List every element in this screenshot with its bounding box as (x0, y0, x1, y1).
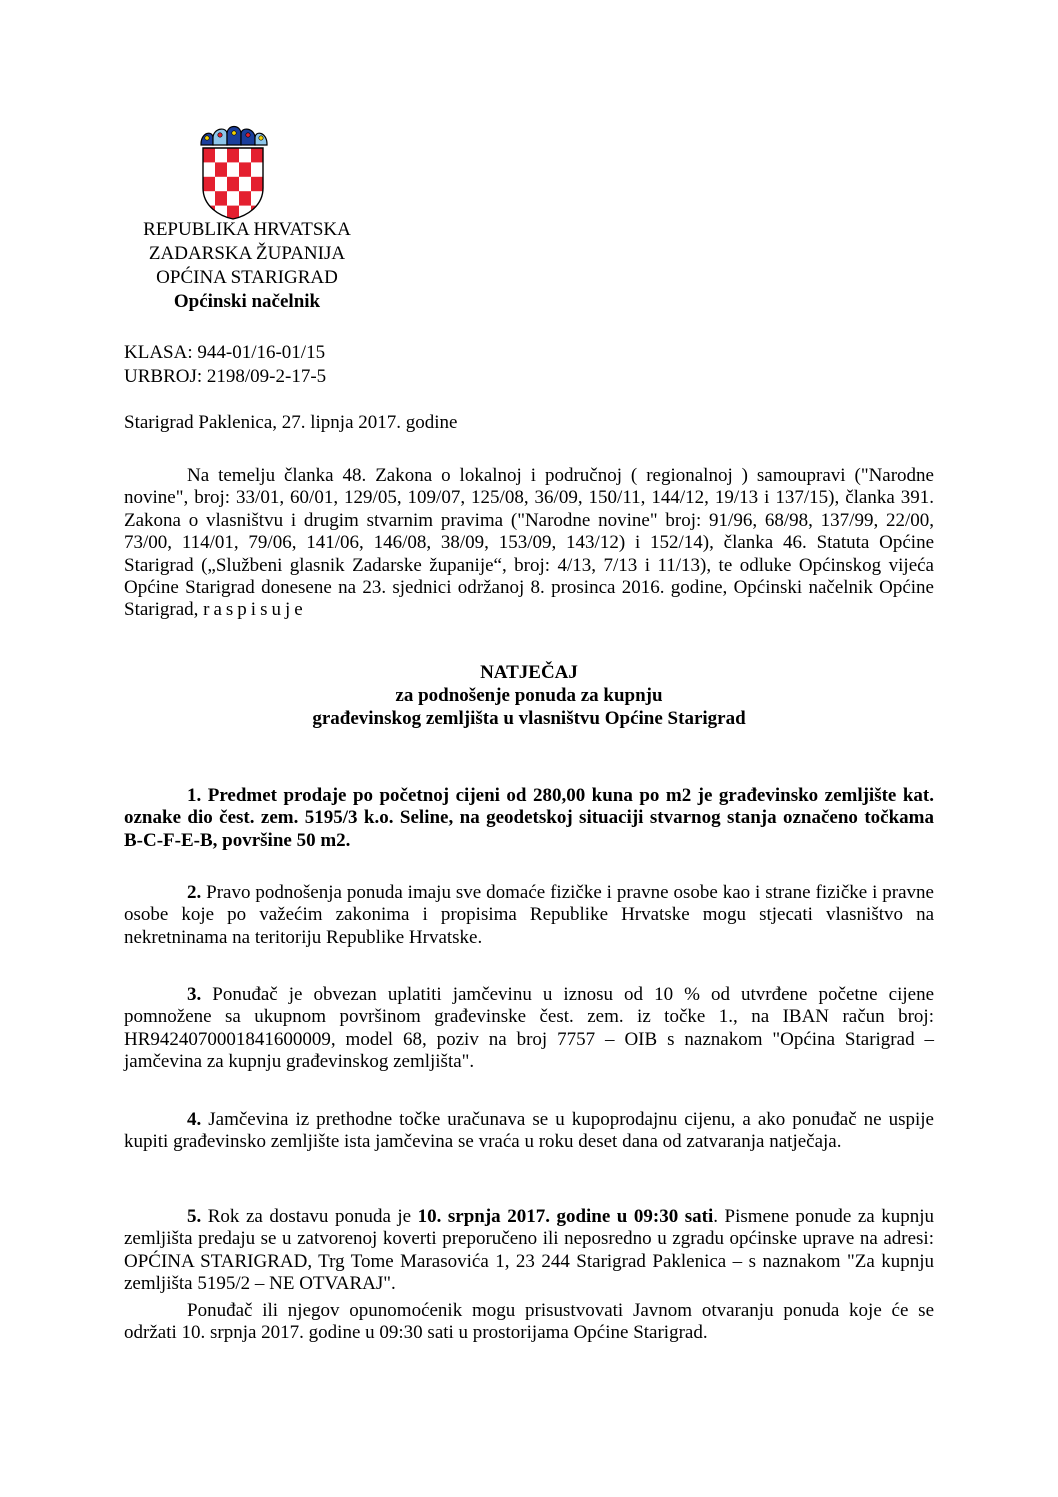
header-country: REPUBLIKA HRVATSKA (143, 219, 351, 240)
point-3-number: 3. (187, 984, 202, 1005)
point-2-text: Pravo podnošenja ponuda imaju sve domaće fizičke i pravne osobe kao i strane fizičke i pravne osobe koje po važećim zakonima i propisima Republike Hrvatske mogu stjecati vlasništvo na nekretninama na teritoriju Republike Hrvatske. (124, 882, 934, 948)
klasa-line: KLASA: 944-01/16-01/15 (124, 342, 326, 363)
point-3-text: Ponuđač je obvezan uplatiti jamčevinu u iznosu od 10 % od utvrđene početne cijene pomnožene sa ukupnom površinom građevinske čest. zem. iz točke 1., na IBAN račun broj: HR9424070001841600009, model 68, poziv na broj 7757 – OIB s naznakom "Općina Starigrad – jamčevina za kupnju građevinskog zemljišta". (124, 984, 934, 1073)
point-5 (124, 1206, 934, 1296)
point-4-text: Jamčevina iz prethodne točke uračunava se u kupoprodajnu cijenu, a ako ponuđač ne uspije kupiti građevinsko zemljište ista jamčevina se vraća u roku deset dana od zatvaranja natječaja. (124, 1109, 934, 1153)
issuer-header (122, 218, 372, 314)
point-4 (124, 1109, 934, 1154)
intro-action: raspisuje (203, 599, 307, 621)
title-sub1: za podnošenje ponuda za kupnju (395, 685, 663, 706)
reference-numbers (124, 341, 326, 389)
point-2 (124, 882, 934, 949)
point-1: 1. Predmet prodaje po početnoj cijeni od 280,00 kuna po m2 je građevinsko zemljište kat. oznake dio čest. zem. 5195/3 k.o. Seline, na geodetskoj situaciji stvarnog stanja označeno točkama B-C-F-E-B, površine 50 m2. (124, 785, 934, 851)
header-county: ZADARSKA ŽUPANIJA (148, 243, 346, 264)
point-5-pre: Rok za dostavu ponuda je (201, 1206, 418, 1227)
title-sub2: građevinskog zemljišta u vlasništvu Općine Starigrad (312, 708, 746, 729)
point-5-number: 5. (187, 1206, 202, 1227)
header-municipality: OPĆINA STARIGRAD (156, 267, 338, 288)
point-5-post: . Pismene ponude za kupnju zemljišta predaju se u zatvorenoj koverti preporučeno ili neposredno u zgradu općinske uprave na adresi: OPĆINA STARIGRAD, Trg Tome Marasovića 1, 23 244 Starigrad Paklenica – s naznakom "Za kupnju zemljišta 5195/2 – NE OTVARAJ". (124, 1206, 934, 1295)
intro-paragraph (124, 465, 934, 622)
point-5-deadline: 10. srpnja 2017. godine u 09:30 sati (417, 1206, 714, 1227)
point-4-number: 4. (187, 1109, 202, 1130)
title-main: NATJEČAJ (480, 662, 578, 683)
notice-title (124, 661, 934, 730)
urbroj-line: URBROJ: 2198/09-2-17-5 (124, 366, 327, 387)
place-date: Starigrad Paklenica, 27. lipnja 2017. godine (124, 412, 458, 433)
point-3 (124, 984, 934, 1074)
croatian-coat-of-arms-icon (197, 124, 269, 220)
point-6: Ponuđač ili njegov opunomoćenik mogu prisustvovati Javnom otvaranju ponuda koje će se održati 10. srpnja 2017. godine u 09:30 sati u prostorijama Općine Starigrad. (124, 1300, 934, 1344)
intro-text: Na temelju članka 48. Zakona o lokalnoj i područnoj ( regionalnoj ) samoupravi ("Narodne novine", broj: 33/01, 60/01, 129/05, 109/07, 125/08, 36/09, 150/11, 144/12, 19/13 i 137/15), članka 391. Zakona o vlasništvu i drugim stvarnim pravima ("Narodne novine" broj: 91/96, 68/98, 137/99, 22/00, 73/00, 114/01, 79/06, 141/06, 146/08, 38/09, 153/09, 143/12) i 152/14), članka 46. Statuta Općine Starigrad („Službeni glasnik Zadarske županije“, broj: 4/13, 7/13 i 11/13), te odluke Općinskog vijeća Općine Starigrad donesene na 23. sjednici održanoj 8. prosinca 2016. godine, Općinski načelnik Općine Starigrad, (124, 465, 934, 621)
header-office: Općinski načelnik (173, 291, 321, 312)
point-2-number: 2. (187, 882, 202, 903)
